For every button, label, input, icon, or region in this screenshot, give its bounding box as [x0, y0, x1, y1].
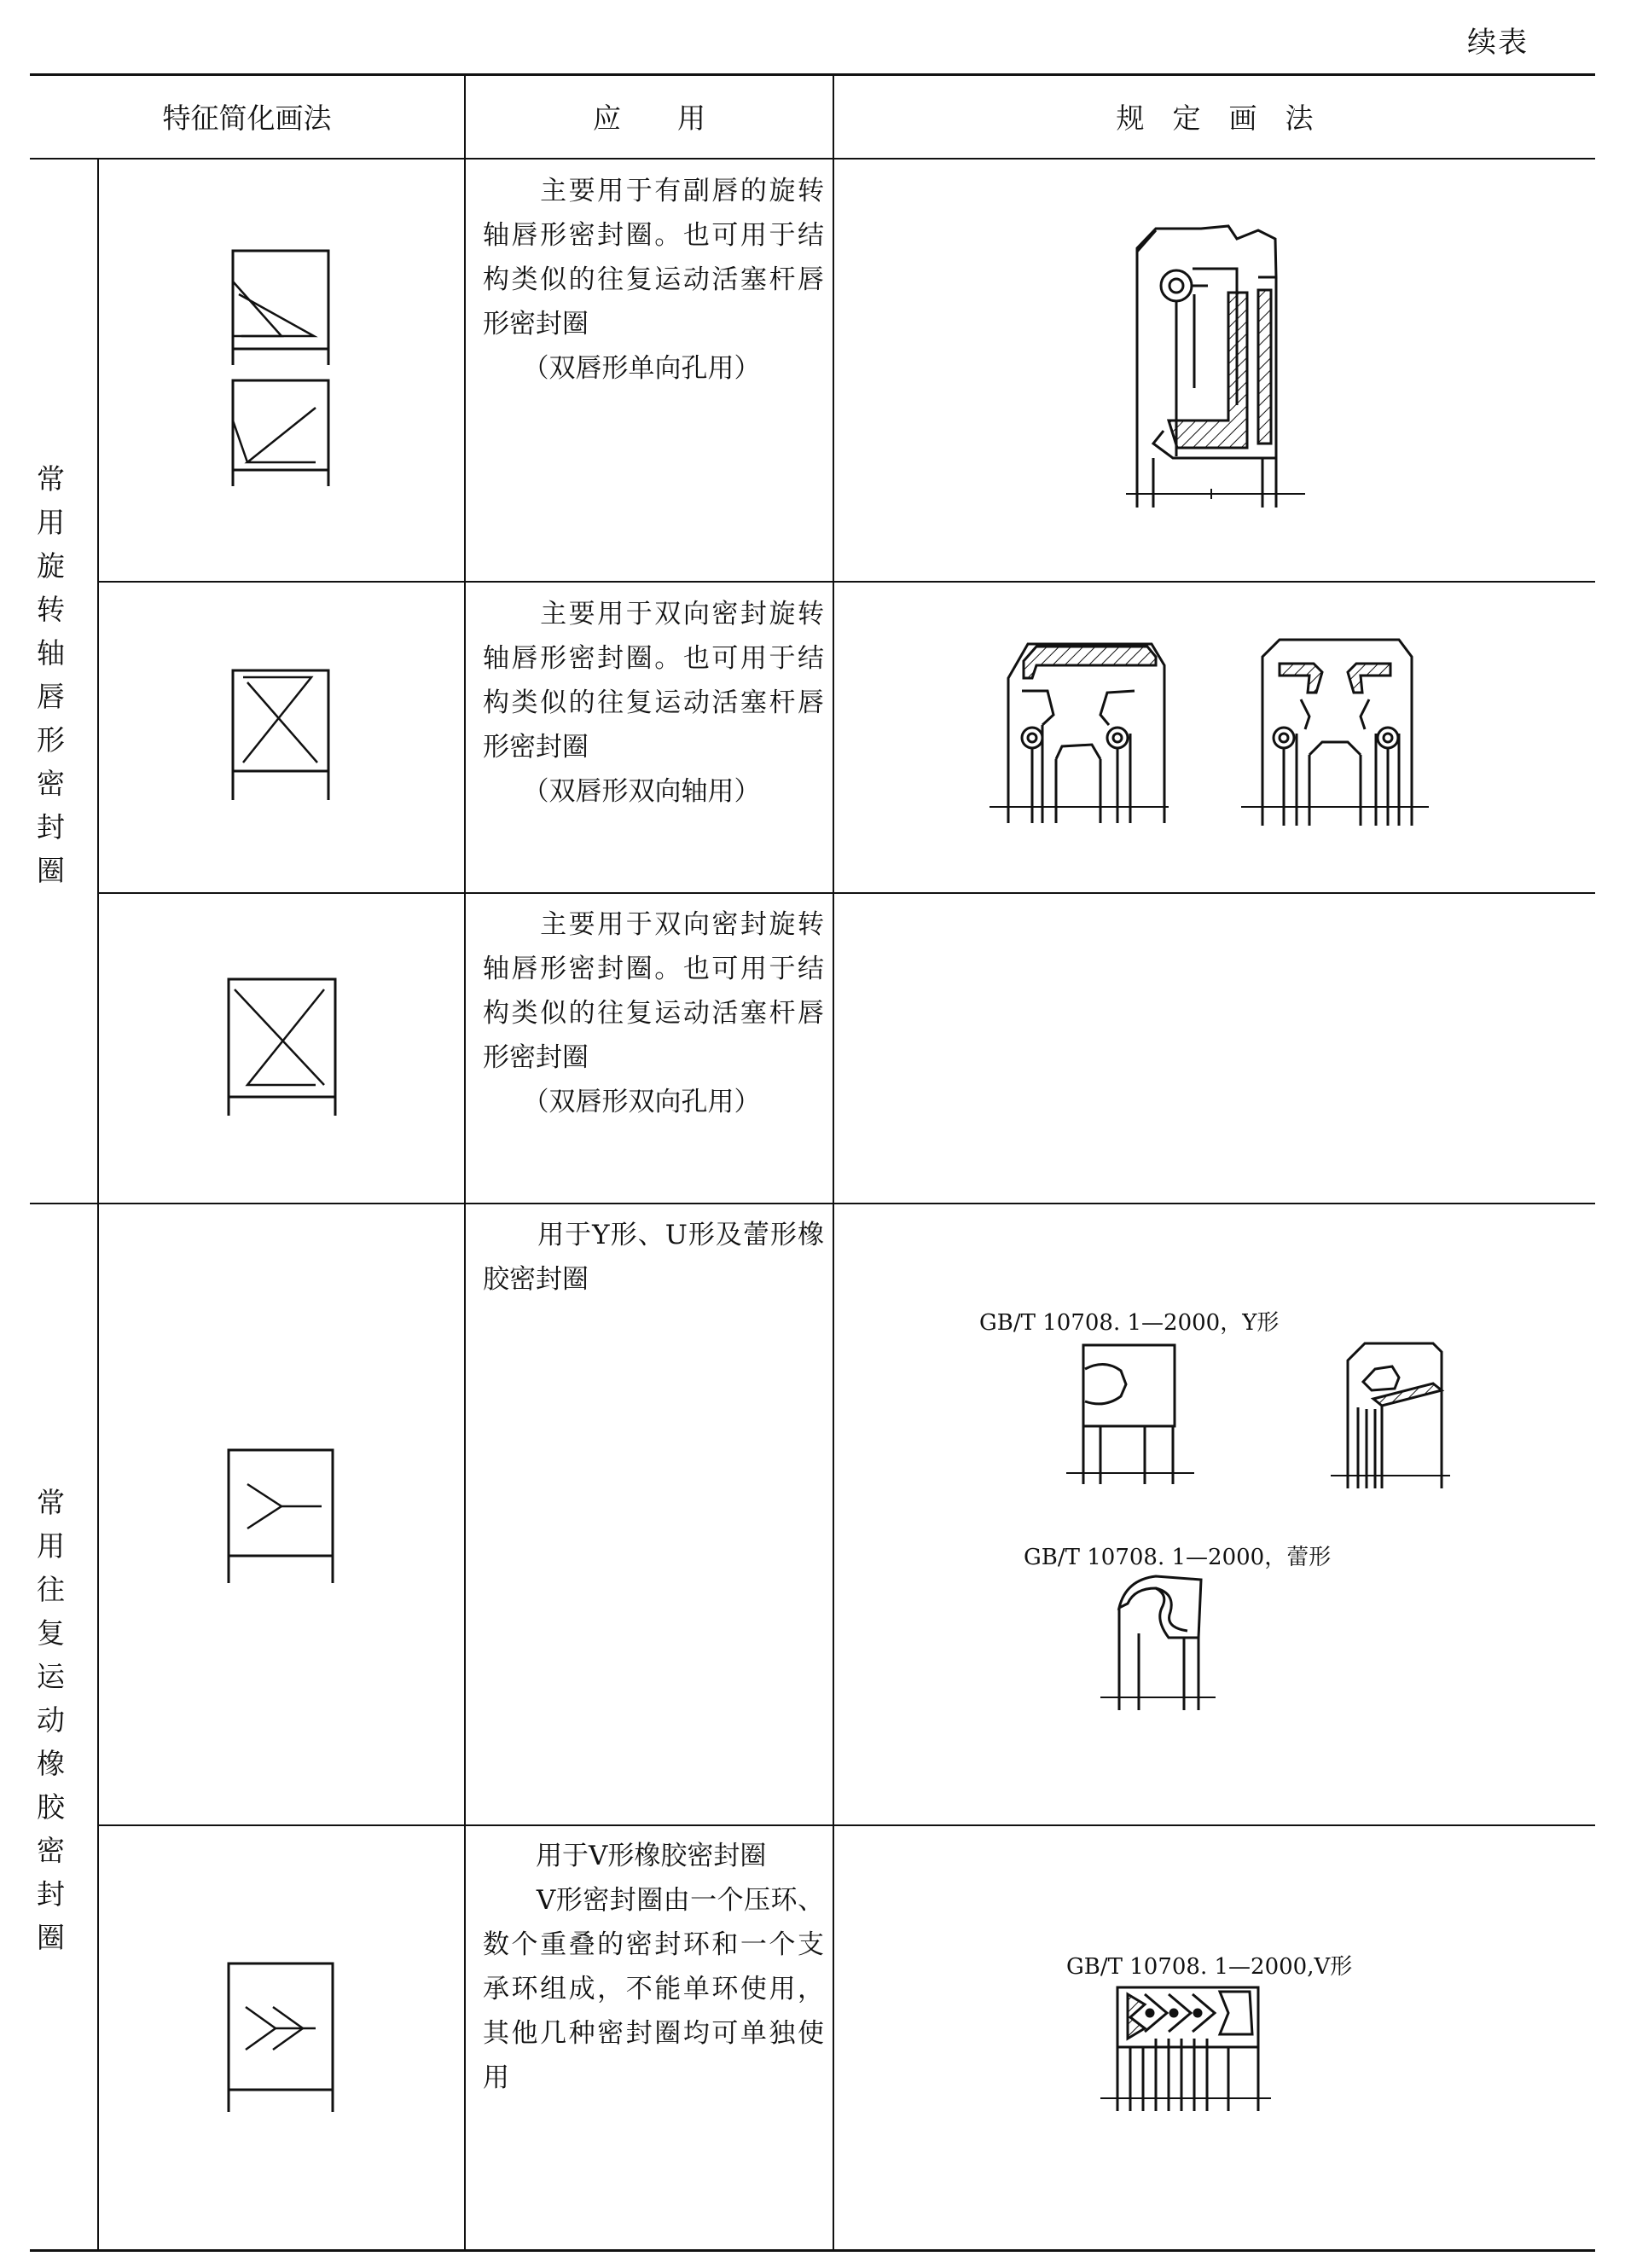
application-row-4: 用于Y形、U形及蕾形橡胶密封圈: [483, 1220, 824, 1295]
application-row-1: 主要用于有副唇的旋转轴唇形密封圈。也可用于结构类似的往复运动活塞杆唇形密封圈 （双唇形单向孔用）: [483, 176, 824, 384]
header-prescribed: 规 定 画 法: [1116, 101, 1314, 135]
header-simplified: 特征简化画法: [162, 101, 332, 135]
drawing-double-lip-single-bore: [1109, 218, 1348, 516]
drawing-v-shape-seal: [1100, 1979, 1271, 2115]
caption-v-shape: GB/T 10708. 1—2000,V形: [1066, 1954, 1353, 1980]
application-row-3: 主要用于双向密封旋转轴唇形密封圈。也可用于结构类似的往复运动活塞杆唇形密封圈 （双唇形双向孔用）: [483, 909, 824, 1117]
caption-bud-shape: GB/T 10708. 1—2000，蕾形: [1024, 1545, 1332, 1570]
group-label-reciprocating: [0, 1204, 98, 2249]
group-label-rotary-text: 常用旋转轴唇形密封圈: [32, 463, 66, 899]
column-divider-2: [833, 74, 834, 2250]
application-row-5: 用于V形橡胶密封圈 V形密封圈由一个压环、数个重叠的密封环和一个支承环组成，不能单环使用，其他几种密封圈均可单独使用: [483, 1841, 824, 2093]
drawing-y-shape-seal: [1066, 1335, 1194, 1497]
drawing-double-lip-double-shaft-right: [1241, 631, 1429, 836]
group-label-reciprocating-text: 常用往复运动橡胶密封圈: [32, 1488, 66, 1966]
drawing-u-shape-seal: [1331, 1331, 1450, 1493]
row2-bottom-rule: [98, 892, 1595, 894]
group-label-rotary: [0, 160, 98, 1203]
table-bottom-rule: [30, 2249, 1595, 2252]
application-row-2: 主要用于双向密封旋转轴唇形密封圈。也可用于结构类似的往复运动活塞杆唇形密封圈 （双唇形双向轴用）: [483, 599, 824, 807]
symbol-y-shape: [218, 1441, 345, 1586]
column-divider-1: [464, 74, 466, 2250]
symbol-double-lip-single-bore: [222, 243, 337, 490]
header-application: 应 用: [593, 101, 705, 135]
symbol-v-shape: [218, 1953, 345, 2115]
row4-bottom-rule: [98, 1824, 1595, 1826]
drawing-double-lip-double-shaft-left: [990, 631, 1169, 836]
group1-bottom-rule: [30, 1203, 1595, 1204]
caption-y-shape: GB/T 10708. 1—2000，Y形: [979, 1310, 1280, 1336]
symbol-double-lip-double-shaft: [222, 665, 337, 802]
drawing-bud-shape-seal: [1092, 1569, 1220, 1719]
continued-label: 续表: [1467, 26, 1529, 60]
row1-bottom-rule: [98, 581, 1595, 583]
symbol-double-lip-double-bore: [218, 972, 345, 1117]
